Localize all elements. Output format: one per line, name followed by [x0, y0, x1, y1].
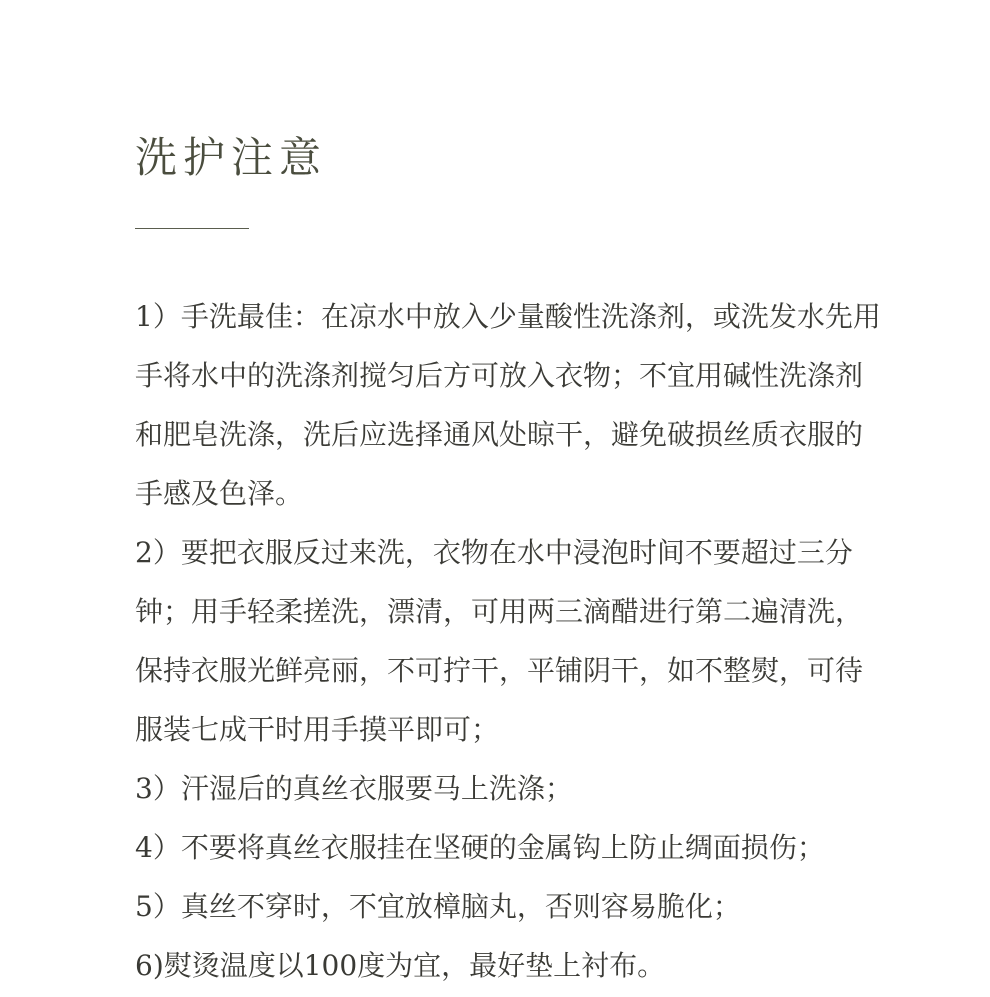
instruction-line: 6)熨烫温度以100度为宜，最好垫上衬布。 [135, 949, 666, 982]
care-instructions [135, 287, 935, 995]
instruction-line: 5）真丝不穿时，不宜放樟脑丸，否则容易脆化； [135, 890, 741, 923]
instruction-line: 保持衣服光鲜亮丽，不可拧干，平铺阴干，如不整熨，可待 [135, 654, 864, 687]
title-divider [135, 228, 249, 229]
instruction-line: 手感及色泽。 [135, 477, 304, 510]
instruction-line: 3）汗湿后的真丝衣服要马上洗涤； [135, 772, 573, 805]
instruction-line: 4）不要将真丝衣服挂在坚硬的金属钩上防止绸面损伤； [135, 831, 825, 864]
instruction-line: 1）手洗最佳：在凉水中放入少量酸性洗涤剂，或洗发水先用 [135, 300, 881, 333]
instruction-line: 服装七成干时用手摸平即可； [135, 713, 500, 746]
instruction-line: 和肥皂洗涤，洗后应选择通风处晾干，避免破损丝质衣服的 [135, 418, 864, 451]
instruction-line: 钟；用手轻柔搓洗，漂清，可用两三滴醋进行第二遍清洗， [135, 595, 864, 628]
instruction-line: 手将水中的洗涤剂搅匀后方可放入衣物；不宜用碱性洗涤剂 [135, 359, 864, 392]
instruction-line: 2）要把衣服反过来洗，衣物在水中浸泡时间不要超过三分 [135, 536, 853, 569]
page-title: 洗护注意 [135, 133, 328, 182]
